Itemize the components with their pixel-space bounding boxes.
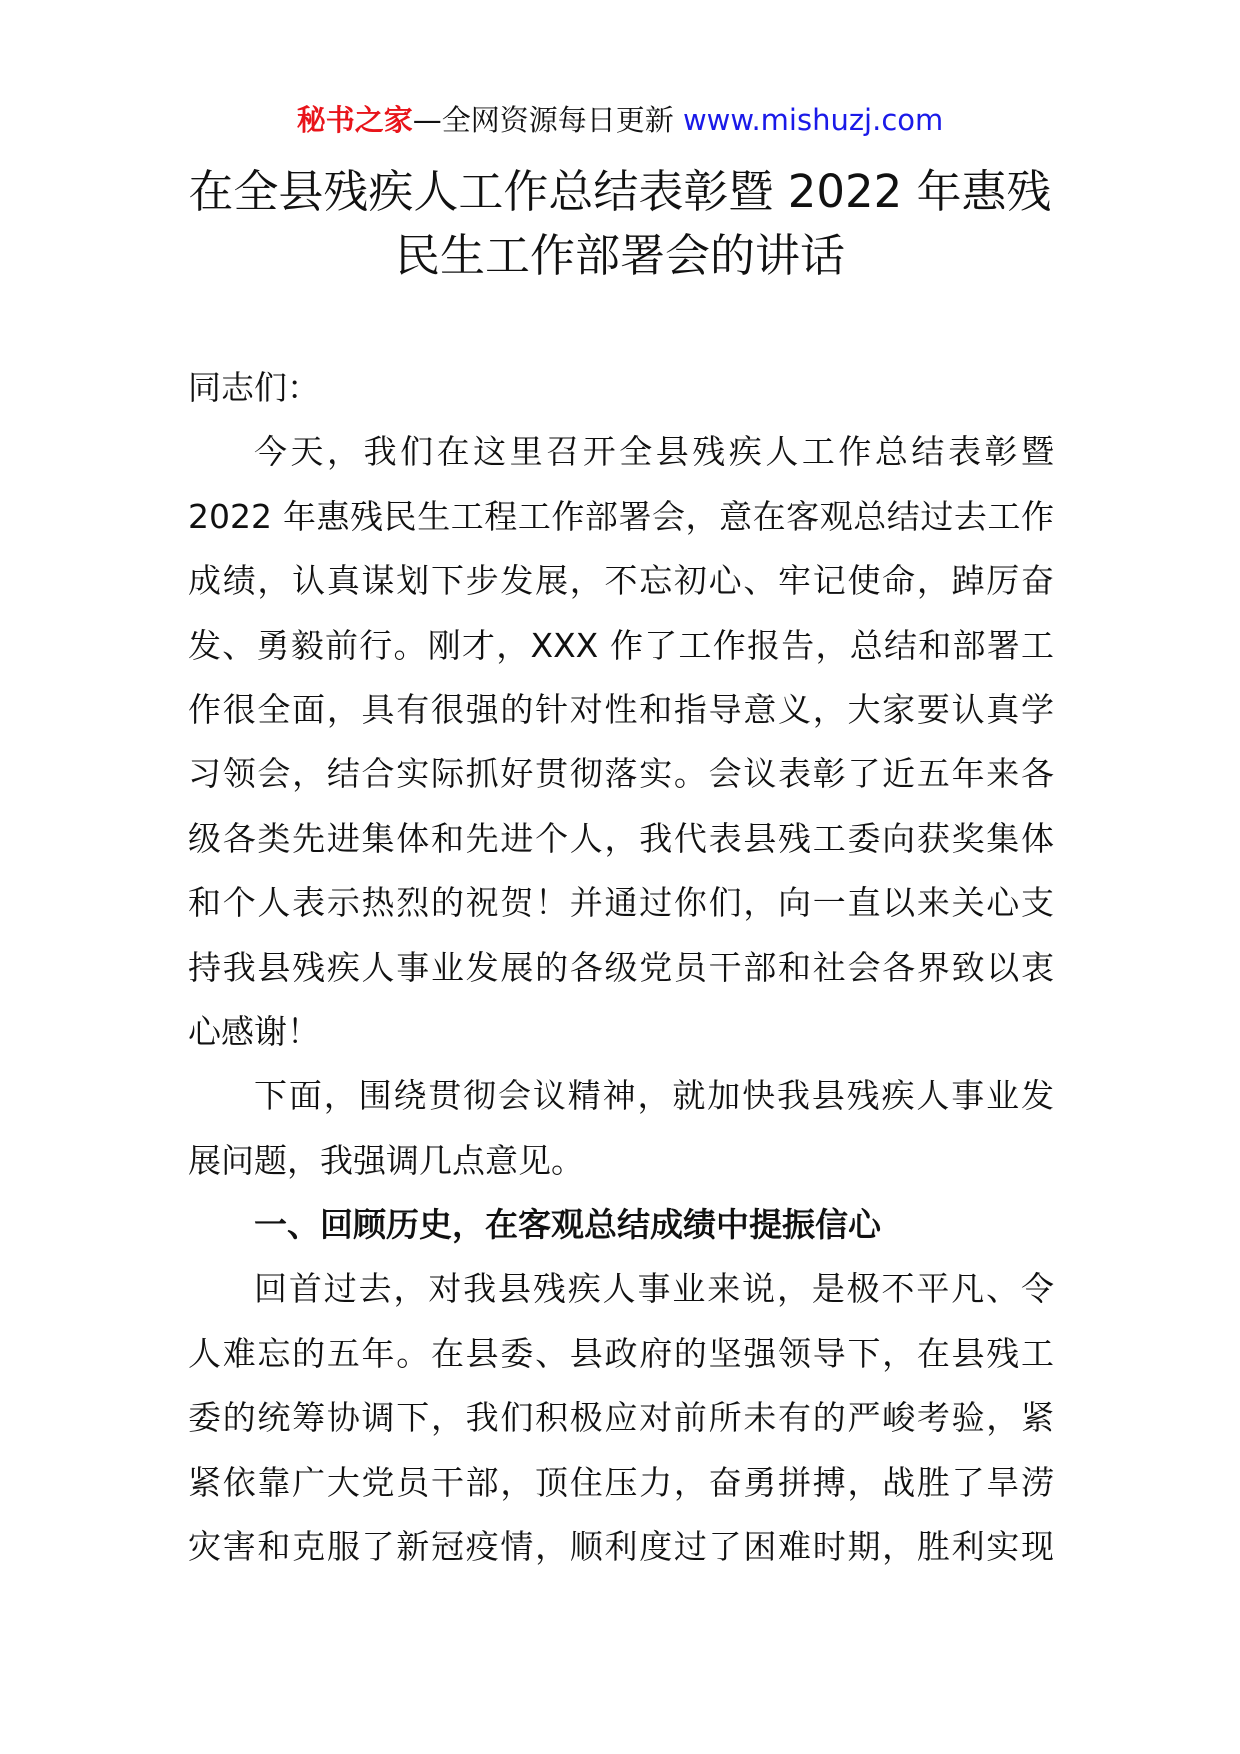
paragraph-2-line: 下面，围绕贯彻会议精神，就加快我县残疾人事业发	[254, 1076, 1054, 1116]
title-line-2: 民生工作部署会的讲话	[394, 229, 845, 282]
paragraph-1-line: 成绩，认真谋划下步发展，不忘初心、牢记使命，踔厉奋	[188, 561, 1054, 601]
paragraph-1-line: 心感谢！	[188, 1011, 320, 1051]
document-title	[150, 160, 1090, 288]
paragraph-1-line: 持我县残疾人事业发展的各级党员干部和社会各界致以衷	[188, 947, 1054, 987]
paragraph-1-line: 习领会，结合实际抓好贯彻落实。会议表彰了近五年来各	[188, 754, 1054, 794]
paragraph-2-line: 展问题，我强调几点意见。	[188, 1140, 584, 1180]
paragraph-1-line: 发、勇毅前行。刚才，XXX 作了工作报告，总结和部署工	[188, 625, 1054, 665]
paragraph-1-line: 级各类先进集体和先进个人，我代表县残工委向获奖集体	[188, 818, 1054, 858]
title-line-1: 在全县残疾人工作总结表彰暨 2022 年惠残	[188, 165, 1052, 218]
section-heading: 一、回顾历史，在客观总结成绩中提振信心	[254, 1205, 881, 1245]
brand-name: 秘书之家	[296, 103, 413, 137]
paragraph-3-line: 回首过去，对我县残疾人事业来说，是极不平凡、令	[254, 1269, 1054, 1309]
paragraph-3-line: 紧依靠广大党员干部，顶住压力，奋勇拼搏，战胜了旱涝	[188, 1462, 1054, 1502]
paragraph-3-line: 人难忘的五年。在县委、县政府的坚强领导下，在县残工	[188, 1333, 1054, 1373]
paragraph-1-line: 2022 年惠残民生工程工作部署会，意在客观总结过去工作	[188, 496, 1054, 536]
document-body	[188, 356, 1054, 1579]
site-url: www.mishuzj.com	[682, 103, 944, 137]
paragraph-1-line: 今天，我们在这里召开全县残疾人工作总结表彰暨	[254, 432, 1054, 472]
paragraph-1-line: 和个人表示热烈的祝贺！并通过你们，向一直以来关心支	[188, 883, 1054, 923]
salutation: 同志们：	[188, 368, 320, 407]
site-header	[0, 100, 1240, 140]
paragraph-1-line: 作很全面，具有很强的针对性和指导意义，大家要认真学	[188, 689, 1054, 729]
header-slogan: —全网资源每日更新	[412, 103, 674, 137]
paragraph-3-line: 委的统筹协调下，我们积极应对前所未有的严峻考验，紧	[188, 1398, 1054, 1438]
paragraph-3-line: 灾害和克服了新冠疫情，顺利度过了困难时期，胜利实现	[188, 1527, 1054, 1567]
